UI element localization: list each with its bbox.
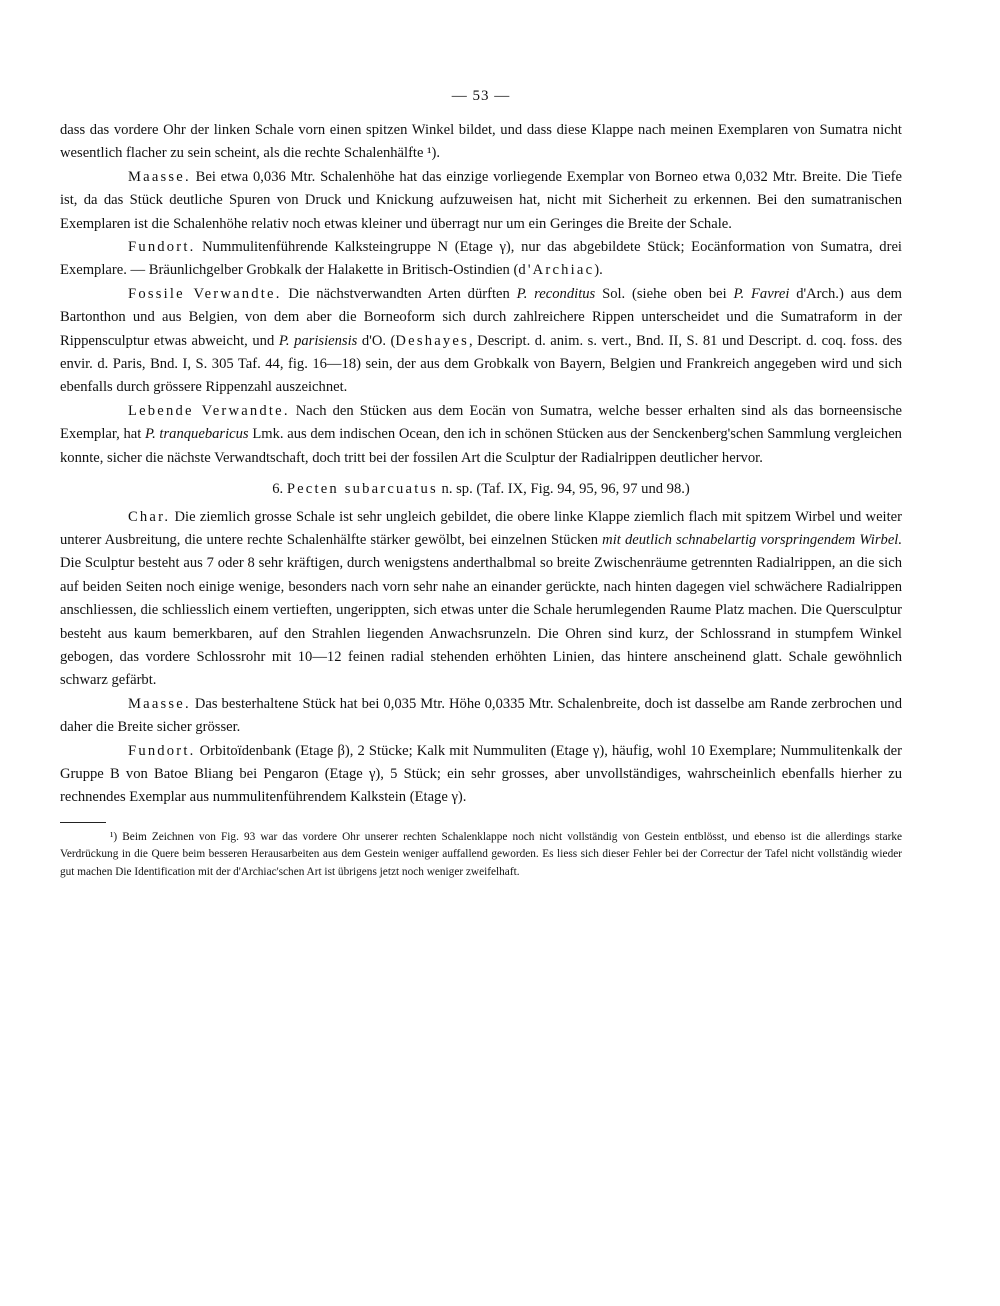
heading-species-name: Pecten subarcuatus: [286, 481, 438, 498]
paragraph-maasse-2: [60, 693, 902, 740]
species-name: P. Favrei: [733, 285, 790, 302]
footnote-marker: ¹): [110, 830, 118, 843]
author-name: d'Archiac: [518, 262, 595, 279]
paragraph-fundort-2: [60, 740, 902, 810]
paragraph-maasse: [60, 166, 902, 236]
paragraph-text: Orbitoïdenbank (Etage β), 2 Stücke; Kalk mit Nummuliten (Etage γ), häufig, wohl 10 Exemplare; Nummulitenkalk der Gruppe B von Batoe Bliang bei Pengaron (Etage γ), 5 Stück; ein sehr grosses, aber unvollständiges, wahrscheinlich ebenfalls hierher zu rechnendes Exemplar aus nummulitenführendem Kalkstein (Etage γ).: [60, 742, 902, 806]
italic-phrase: mit deutlich schnabelartig vorspringendem Wirbel.: [602, 531, 902, 548]
paragraph-continuation: [60, 119, 902, 166]
footnote-divider: [60, 822, 106, 823]
section-label: Fossile Verwandte.: [128, 285, 282, 302]
heading-number: 6.: [272, 481, 284, 498]
species-name: P. tranquebaricus: [145, 426, 249, 443]
paragraph-text: Bei etwa 0,036 Mtr. Schalenhöhe hat das einzige vorliegende Exemplar von Borneo etwa 0,032 Mtr. Breite. Die Tiefe ist, da das Stück deutliche Spuren von Druck und Knickung aufzuweisen hat, nicht mit Sicherheit zu erkennen. Bei den sumatranischen Exemplaren ist die Schalenhöhe relativ noch etwas kleiner und überragt nur um ein Geringes die Breite der Schale.: [60, 168, 903, 232]
heading-reference: n. sp. (Taf. IX, Fig. 94, 95, 96, 97 und 98.): [441, 481, 690, 498]
paragraph-text: d'O. (: [361, 332, 396, 349]
paragraph-fossile-verwandte: [60, 283, 902, 400]
page-number: — 53 —: [451, 88, 511, 104]
paragraph-char: [60, 506, 902, 693]
section-label: Maasse.: [128, 695, 191, 712]
page: [60, 88, 902, 881]
paragraph-text: , Descript. d. anim. s. vert., Bnd. II, S. 81 und Descript. d. coq. foss. des envir. d. Paris, Bnd. I, S. 305 Taf. 44, fig. 16—18) sein, der aus dem Grobkalk von Bayern, Belgien und Frankreich angegeben wird und sich ebenfalls durch grössere Rippenzahl auszeichnet.: [60, 332, 903, 396]
paragraph-text: Sol. (siehe oben bei: [602, 285, 727, 302]
paragraph-text: Nach den Stücken aus dem Eocän von Sumatra, welche besser erhalten sind als das borneensische Exemplar, hat: [60, 402, 903, 443]
paragraph-text: Nummulitenführende Kalksteingruppe N (Etage γ), nur das abgebildete Stück; Eocänformation von Sumatra, drei Exemplare. — Bräunlichgelber Grobkalk der Halakette in Britisch-Ostindien (: [60, 239, 902, 279]
section-label: Fundort.: [128, 239, 196, 256]
paragraph-text: Lmk. aus dem indischen Ocean, den ich in schönen Stücken aus der Senckenberg'schen Sammlung vergleichen konnte, sicher die nächste Verwandtschaft, doch tritt bei der fossilen Art die Sculptur der Radialrippen deutlicher hervor.: [60, 426, 902, 466]
section-label: Lebende Verwandte.: [128, 402, 290, 419]
main-text: [60, 119, 902, 810]
footnote: [60, 829, 902, 882]
paragraph-text: Die Sculptur besteht aus 7 oder 8 sehr kräftigen, durch wenigstens anderthalbmal so breite Zwischenräume getrennten Radialrippen, an die sich auf beiden Seiten noch einige wenige, besonders nach vorn sehr nahe an einander gerückte, nach hinten dagegen viel schwächere Radialrippen anschliessen, die schliesslich einem vertieften, ungerippten, sich etwas unter die Schale herumlegenden Raume Platz machen. Die Quersculptur besteht aus kaum bemerkbaren, auf den Strahlen liegenden Anwachsrunzeln. Die Ohren sind kurz, der Schlossrand in stumpfem Winkel gebogen, das vordere Schlossrohr mit 10—12 feinen radial stehenden erhöhten Linien, das hintere anscheinend glatt. Schale gewöhnlich schwarz gefärbt.: [60, 555, 902, 689]
section-label: Maasse.: [128, 168, 191, 185]
paragraph-text: ).: [594, 262, 603, 279]
paragraph-text: Das besterhaltene Stück hat bei 0,035 Mtr. Höhe 0,0335 Mtr. Schalenbreite, doch ist dasselbe am Rande zerbrochen und daher die Breite sicher grösser.: [60, 695, 902, 736]
species-name: P. parisiensis: [278, 332, 358, 349]
footnote-text: Beim Zeichnen von Fig. 93 war das vordere Ohr unserer rechten Schalenklappe noch nicht vollständig von Gestein entblösst, und ebenso ist die allerdings starke Verdrückung in die Quere beim besseren Herausarbeiten aus dem Gestein weniger auffallend geworden. Es liess sich dieser Fehler bei der Correctur der Tafel nicht vollständig wieder gut machen Die Identification mit der d'Archiac'schen Art ist übrigens jetzt noch weniger zweifelhaft.: [60, 830, 903, 878]
species-name: P. reconditus: [516, 285, 596, 302]
paragraph-text: Die nächstverwandten Arten dürften: [288, 285, 510, 302]
paragraph-text: d'Arch.) aus dem Bartonthon und aus Belgien, von dem aber die Borneoform sich durch zahlreichere Rippen unterscheidet und die Sumatraform in der Rippensculptur etwas abweicht, und: [60, 285, 903, 349]
paragraph-text: Die ziemlich grosse Schale ist sehr ungleich gebildet, die obere linke Klappe ziemlich flach mit spitzem Wirbel und weiter unterer Ausbreitung, die untere rechte Schalenhälfte stärker gewölbt, bei einzelnen Stücken: [60, 508, 902, 548]
author-name: Deshayes: [395, 332, 469, 349]
paragraph-text: dass das vordere Ohr der linken Schale vorn einen spitzen Winkel bildet, und dass diese Klappe nach meinen Exemplaren von Sumatra nicht wesentlich flacher zu sein scheint, als die rechte Schalenhälfte ¹).: [60, 122, 902, 162]
section-label: Char.: [128, 508, 171, 525]
section-label: Fundort.: [128, 742, 196, 759]
footnote-paragraph: [60, 829, 902, 882]
paragraph-fundort: [60, 236, 902, 283]
species-heading: [60, 478, 902, 501]
paragraph-lebende-verwandte: [60, 400, 902, 470]
